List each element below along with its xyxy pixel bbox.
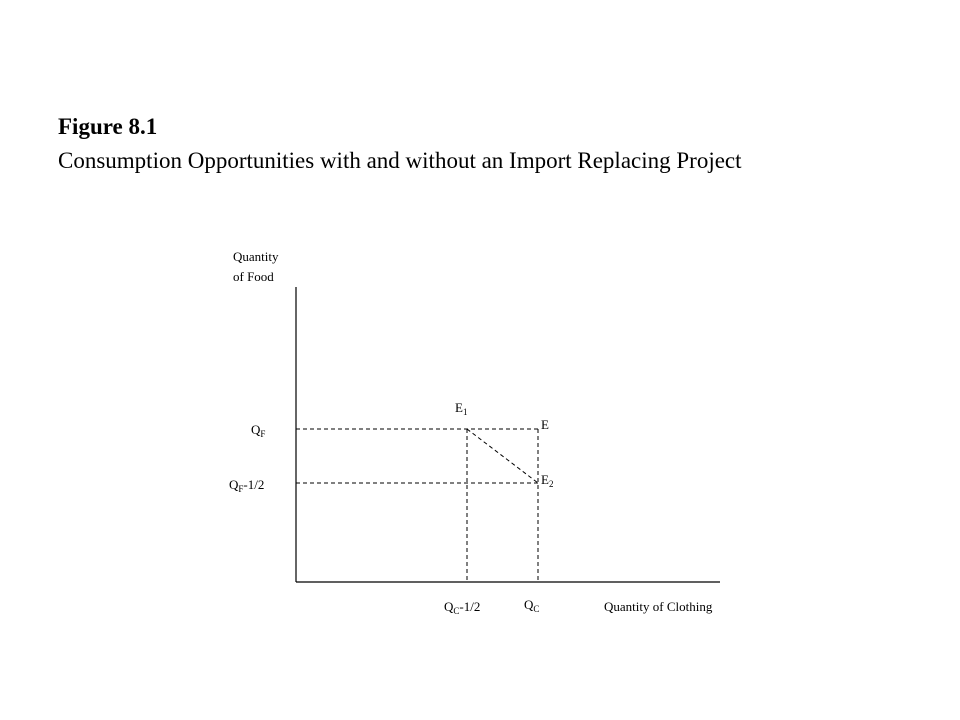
qf-half-sub: F: [238, 484, 244, 494]
qc-half-sub: C: [453, 606, 460, 616]
qf-tick-label: [251, 422, 265, 439]
qf-half-main: Q: [229, 477, 239, 492]
qf-main: Q: [251, 422, 261, 437]
e1-sub: 1: [462, 407, 468, 417]
e2-sub: 2: [548, 479, 554, 489]
x-axis-label: Quantity of Clothing: [604, 599, 713, 614]
e1-e2-dashed-line: [467, 429, 538, 483]
y-axis-label-line2: of Food: [233, 269, 274, 284]
point-e-label: E: [541, 417, 549, 432]
figure-label: Figure 8.1: [58, 114, 158, 139]
qf-sub: F: [260, 429, 266, 439]
figure-title: Consumption Opportunities with and without an Import Replacing Project: [58, 148, 742, 173]
qc-tick-label: [524, 597, 539, 614]
qc-main: Q: [524, 597, 534, 612]
qc-half-tick-label: [444, 599, 480, 616]
qf-half-suffix: -1/2: [243, 477, 265, 492]
e1-main: E: [455, 400, 463, 415]
qc-sub: C: [533, 604, 540, 614]
point-e2-label: [541, 472, 553, 489]
point-e1-label: [455, 400, 467, 417]
e2-main: E: [541, 472, 549, 487]
y-axis-label-line1: Quantity: [233, 249, 279, 264]
qf-half-tick-label: [229, 477, 264, 494]
qc-half-main: Q: [444, 599, 454, 614]
qc-half-suffix: -1/2: [459, 599, 481, 614]
